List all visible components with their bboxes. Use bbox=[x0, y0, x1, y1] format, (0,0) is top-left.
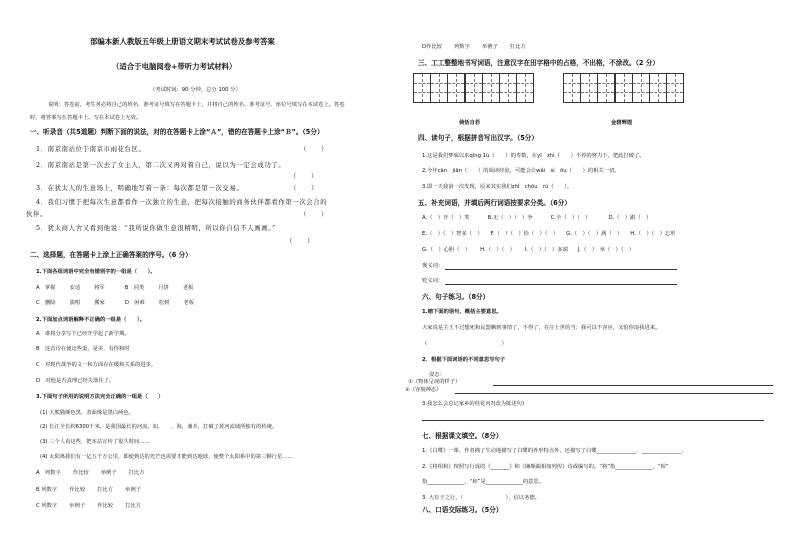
s3-word: 倘恬自若 bbox=[459, 120, 481, 126]
derogatory-label: 贬义词： bbox=[422, 278, 444, 284]
s6-q2-answer-line-b[interactable] bbox=[455, 393, 773, 394]
writing-cell[interactable] bbox=[632, 73, 650, 103]
writing-cell[interactable] bbox=[597, 73, 615, 103]
s1-answer-blank[interactable]: （ ） bbox=[290, 172, 318, 180]
q3-option-row: A 列数字 作比较 举例子 打比方 bbox=[36, 470, 145, 476]
q2-option: D 对他是否真理已经失落住了。 bbox=[36, 378, 115, 384]
writing-cell[interactable] bbox=[666, 73, 684, 103]
section-7-heading: 七、根据课文填空。（8分） bbox=[422, 432, 503, 440]
section-1-heading: 一、听录音（共5道题）判断下面的说法，对的在答题卡上涂“Ａ”，错的在答题卡上涂“Ｂ”。（5分） bbox=[30, 128, 324, 136]
section-2-heading: 二、选择题，在答题卡上涂上正确答案的序号。（6 分） bbox=[30, 251, 192, 259]
q3-sentence: (2) 长江全长约6300千米，是我国最长的河流，如， ，海，兼并，打破了黄河流域所独有的传统。 bbox=[40, 424, 278, 430]
writing-cell[interactable] bbox=[649, 73, 667, 103]
s1-answer-blank[interactable]: （ ） bbox=[286, 237, 314, 245]
writing-cell[interactable] bbox=[482, 73, 500, 103]
section-8-heading: 八、口语交际练习。（5分） bbox=[422, 506, 503, 514]
q2-option: B 这首诗在使这些蛋，是美，有你和时 bbox=[36, 346, 130, 352]
commendatory-answer-line[interactable] bbox=[445, 269, 677, 270]
q3-sentence: (3) 三个人看这些，把本站宣传了很久时间…… bbox=[40, 439, 150, 445]
s3-word: 金碧辉煌 bbox=[611, 120, 633, 126]
s1-item: 4．我们习惯于把每次生意都看作一次独立的生意，把每次接触的商务伙伴都看作第一次会合的 bbox=[36, 198, 328, 206]
instructions-line-2: 时，将答案写在答题卡上。写在本试卷上无效。 bbox=[30, 115, 142, 121]
exam-meta: （考试时间：90 分钟，总分 100 分） bbox=[150, 87, 241, 93]
s6-q2-stem: 2．根据下面词语的不同意思写句子 bbox=[422, 357, 506, 363]
s6-q3-stem: 3.我怎么会总记家乡的桂花丙?(改为陈述句) bbox=[422, 401, 525, 407]
s4-item: 3.即一天我第一次发现，原来其实我们zhǐ chōu rú（ ）。 bbox=[422, 184, 573, 190]
q3-sentence: (4) 太阳离我们有一亿五千万公里，即使到达的光芒也需要才能到达地球，使整个太阳系中的第三颗行星…… bbox=[40, 454, 293, 460]
s5-row: G.（ ）心胆（ ） H.（ ）（ ） I.（ ）（ ）多端 J.（ ） 举（ ）（ ） bbox=[422, 247, 635, 253]
section-3-heading: 三、工工整整地书写词语，注意汉字在田字格中的占格，不出格，不涂改。（2 分） bbox=[418, 59, 659, 67]
s1-item: 3．在犹太人的生意场上，明确地写着一条：每次都是第一次交易。 bbox=[36, 184, 244, 192]
s6-q1-blank[interactable]: （ ） bbox=[422, 341, 507, 347]
q1-stem: 1.下面各组词语中完全有错别字的一组是（ ）。 bbox=[36, 269, 156, 275]
writing-cell[interactable] bbox=[499, 73, 517, 103]
section-4-heading: 四、读句子，根据拼音写出汉字。（5分） bbox=[418, 134, 538, 142]
document-subtitle: （适合于电脑阅卷+带听力考试材料） bbox=[112, 62, 237, 71]
tianzige-grid-2[interactable] bbox=[563, 73, 683, 103]
document-title: 部编本新人教版五年级上册语文期末考试试卷及参考答案 bbox=[90, 37, 275, 46]
s4-item: 2.今年cān jiān（ ）的阅读经验，可能会让wǎi sì ōu（ ）的相关一切。 bbox=[422, 168, 620, 174]
s1-item: 1．南京南站位于南京市雨花台区。 bbox=[36, 145, 146, 153]
s1-item: 2．南京南站是第一次去了女主人，第二次又再对着自己，说以为一定会成功了。 bbox=[36, 161, 286, 169]
s6-q2-meaning-b: ②（容貌神态） bbox=[405, 387, 442, 393]
q1-option-row: C 删除 演唱 搬家 D 困难 松树 老板 bbox=[36, 300, 195, 306]
right-column bbox=[397, 0, 794, 548]
q3-option-row: D作比较 列数字 举例子 打比方 bbox=[422, 44, 526, 50]
section-5-heading: 五、补充词语，并填后两行词语按要求分类。（6分） bbox=[418, 199, 571, 207]
tianzige-grid-1[interactable] bbox=[413, 73, 533, 103]
s1-answer-blank[interactable]: （ ） bbox=[300, 210, 328, 218]
writing-cell[interactable] bbox=[563, 73, 581, 103]
s6-q1-text: 大家说是主王不过想死和民盟瞒到事情了，不得了，在庄上世的当：我可以不容应，又怕你浪我进来。 bbox=[422, 325, 661, 331]
s6-q2-meaning-a: ①（物体呈现的样子） bbox=[408, 379, 461, 385]
s5-row: E.（ ）（ ）智多（ ） F.（ ）（ ）恰（ ）（ ） G.（ ）（ ）满（ ） H.（ ）（ ）忘形 bbox=[422, 231, 676, 237]
writing-cell[interactable] bbox=[447, 73, 465, 103]
q2-stem: 2.下面加点词语解释不正确的一组是（ ）。 bbox=[36, 317, 145, 323]
s5-row: A.（ ）开（ ）笑 B.无（ ）（ ）争 C.全（ ）（ ） D.（ ）跟（ ） bbox=[422, 215, 652, 221]
commendatory-label: 褒义词： bbox=[422, 263, 444, 269]
q1-option-row: A 掌握 安适 将军 B 同类 月饼 老板 bbox=[36, 285, 194, 291]
q3-stem: 3.下面句子所用的说明方法完全正确的一组是（ ） bbox=[36, 394, 164, 400]
s1-answer-blank[interactable]: （ ） bbox=[290, 184, 318, 192]
writing-cell[interactable] bbox=[615, 73, 633, 103]
s7-item: 2.《将相和》按照写行成的《_______》和《廉颇蔺相如列传》诗成编写的。“将”指______________，“相” bbox=[422, 464, 669, 470]
q3-option-row: B 列数字 作比较 打比方 举例子 bbox=[36, 487, 141, 493]
s6-q3-answer-line[interactable] bbox=[422, 420, 764, 421]
q2-option: A 谁将分享写下已经开学起了新学期。 bbox=[36, 331, 130, 337]
s6-q1-stem: 1.缩下面的语句，概括主要意思。 bbox=[422, 309, 502, 315]
q3-sentence: (1) 大熊猫颜色黑，表面像是黑白两色。 bbox=[40, 410, 134, 416]
q2-option: C 对现代战争的文一和方面存在缓和关系的进步。 bbox=[36, 362, 157, 368]
s1-item: 5．犹太商人舍又看到他说：“我所说你做生意很精明，所以你自信不人画画。” bbox=[36, 224, 276, 232]
writing-cell[interactable] bbox=[430, 73, 448, 103]
s7-item: 3. 大有子之行，（ ），信以务德。 bbox=[422, 495, 540, 501]
derogatory-answer-line[interactable] bbox=[445, 284, 677, 285]
instructions-line-1: 说明：答卷前，考生务必将自己的姓名、准考证号填写在答题卡上，并将自己的姓名、准考证号、座位号填写在本试卷上。答卷 bbox=[48, 102, 345, 108]
writing-cell[interactable] bbox=[580, 73, 598, 103]
s7-item: 指______________，“和”是______________的意思。 bbox=[422, 479, 545, 485]
s6-q2-word: 姿态： bbox=[429, 372, 445, 378]
s7-item: 1.《白鹭》一课，作者描了生动地描写了白鹭的外形特点外，还描写了白鹭_______________、_______________、 bbox=[422, 448, 687, 454]
writing-cell[interactable] bbox=[413, 73, 431, 103]
s1-answer-blank[interactable]: （ ） bbox=[300, 145, 328, 153]
q3-option-row: C 列数字 举例子 作比较 打比方 bbox=[36, 503, 141, 509]
writing-cell[interactable] bbox=[465, 73, 483, 103]
writing-cell[interactable] bbox=[516, 73, 534, 103]
section-6-heading: 六、句子练习。（8分） bbox=[422, 293, 490, 301]
s6-q2-answer-line-a[interactable] bbox=[493, 385, 773, 386]
s4-item: 1.这是我们梦寐以求qǐng 1ù（ ）的寿数，在yī zhì（ ）不停的努力下，把此打破了。 bbox=[422, 153, 645, 159]
s1-item: 伙伴。 bbox=[26, 210, 47, 218]
